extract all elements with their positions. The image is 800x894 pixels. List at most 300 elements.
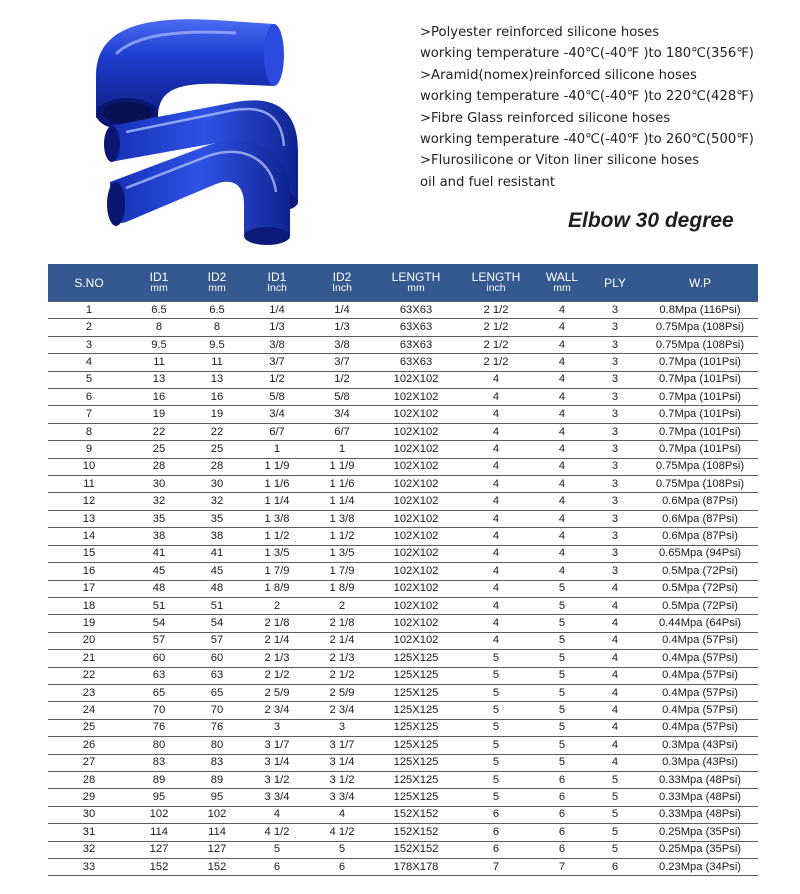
table-cell: 0.33Mpa (48Psi) [642,789,758,806]
table-cell: 6 [456,806,536,823]
table-cell: 4 [536,545,588,562]
table-cell: 60 [130,650,188,667]
table-cell: 3/7 [246,354,308,371]
spec-table [48,264,758,876]
table-cell: 20 [48,632,130,649]
table-cell: 28 [48,771,130,788]
table-cell: 6 [536,789,588,806]
table-cell: 83 [188,754,246,771]
table-cell: 125X125 [376,789,456,806]
table-cell: 35 [188,510,246,527]
table-cell: 0.7Mpa (101Psi) [642,441,758,458]
table-cell: 0.6Mpa (87Psi) [642,528,758,545]
table-cell: 2 1/2 [308,667,376,684]
table-row [48,789,758,806]
table-cell: 63X63 [376,302,456,319]
table-cell: 4 [456,441,536,458]
table-cell: 4 [536,336,588,353]
table-cell: 28 [130,458,188,475]
table-cell: 3/8 [308,336,376,353]
table-cell: 54 [130,615,188,632]
table-cell: 6 [536,806,588,823]
table-cell: 30 [188,476,246,493]
table-cell: 1 [48,302,130,319]
table-cell: 2 1/8 [246,615,308,632]
table-cell: 6 [48,389,130,406]
table-cell: 19 [48,615,130,632]
table-row [48,667,758,684]
table-cell: 12 [48,493,130,510]
table-row [48,650,758,667]
table-cell: 2 1/2 [456,319,536,336]
table-cell: 89 [188,771,246,788]
table-cell: 48 [130,580,188,597]
table-cell: 17 [48,580,130,597]
table-cell: 70 [188,702,246,719]
table-cell: 4 [246,806,308,823]
spec-line: working temperature -40℃(-40℉ )to 220℃(428℉) [420,89,754,105]
table-cell: 4 [456,476,536,493]
table-cell: 28 [188,458,246,475]
table-cell: 152X152 [376,824,456,841]
table-cell: 4 [456,580,536,597]
table-cell: 65 [130,684,188,701]
table-cell: 102 [188,806,246,823]
table-cell: 65 [188,684,246,701]
table-cell: 3 [588,545,642,562]
table-cell: 5 [536,719,588,736]
table-cell: 0.7Mpa (101Psi) [642,371,758,388]
table-cell: 102X102 [376,389,456,406]
table-cell: 13 [48,510,130,527]
table-cell: 4 [456,528,536,545]
table-cell: 5 [456,789,536,806]
table-row [48,545,758,562]
table-cell: 5 [456,719,536,736]
table-cell: 102X102 [376,423,456,440]
product-title: Elbow 30 degree [568,209,734,232]
table-row [48,806,758,823]
table-cell: 13 [188,371,246,388]
table-cell: 1 1/9 [308,458,376,475]
table-row [48,406,758,423]
table-cell: 25 [130,441,188,458]
table-cell: 3 3/4 [246,789,308,806]
column-header: S.NO [48,264,130,302]
table-cell: 2 5/9 [246,684,308,701]
table-cell: 4 [588,580,642,597]
table-cell: 102X102 [376,597,456,614]
table-cell: 4 [456,423,536,440]
table-cell: 95 [130,789,188,806]
table-cell: 4 [536,406,588,423]
table-cell: 0.7Mpa (101Psi) [642,389,758,406]
table-row [48,510,758,527]
table-cell: 5/8 [246,389,308,406]
spec-line: >Aramid(nomex)reinforced silicone hoses [420,67,697,83]
table-cell: 9 [48,441,130,458]
table-cell: 4 [536,389,588,406]
table-cell: 4 [536,302,588,319]
table-cell: 38 [188,528,246,545]
table-cell: 5 [588,789,642,806]
table-cell: 178X178 [376,859,456,876]
table-cell: 1 1/4 [308,493,376,510]
column-header: ID1 mm [130,264,188,302]
table-cell: 1 1/4 [246,493,308,510]
table-cell: 4 [536,458,588,475]
table-cell: 4 [588,684,642,701]
table-cell: 4 [588,650,642,667]
table-row [48,754,758,771]
table-cell: 3 [588,406,642,423]
table-cell: 11 [48,476,130,493]
table-cell: 5 [456,771,536,788]
table-cell: 125X125 [376,702,456,719]
table-cell: 95 [188,789,246,806]
table-cell: 25 [188,441,246,458]
table-cell: 3 1/4 [308,754,376,771]
table-cell: 30 [48,806,130,823]
table-cell: 5 [536,684,588,701]
table-cell: 45 [188,563,246,580]
table-cell: 102X102 [376,563,456,580]
table-cell: 6 [456,841,536,858]
table-cell: 6 [536,824,588,841]
table-cell: 19 [130,406,188,423]
table-cell: 5 [246,841,308,858]
table-cell: 22 [48,667,130,684]
table-cell: 5 [456,667,536,684]
table-cell: 4 [456,545,536,562]
table-cell: 57 [130,632,188,649]
table-cell: 4 [456,493,536,510]
table-cell: 3 [588,476,642,493]
table-cell: 3 [588,389,642,406]
table-cell: 4 [536,528,588,545]
table-cell: 102X102 [376,458,456,475]
table-cell: 1/2 [246,371,308,388]
table-cell: 4 [588,737,642,754]
table-cell: 1 1/2 [246,528,308,545]
table-row [48,354,758,371]
table-cell: 6.5 [188,302,246,319]
table-cell: 31 [48,824,130,841]
table-cell: 6 [456,824,536,841]
table-cell: 1 8/9 [308,580,376,597]
table-cell: 0.7Mpa (101Psi) [642,406,758,423]
table-cell: 5 [536,580,588,597]
table-cell: 1 3/8 [246,510,308,527]
table-cell: 2 1/2 [246,667,308,684]
table-cell: 1 1/6 [246,476,308,493]
table-cell: 6 [536,841,588,858]
table-cell: 4 [588,667,642,684]
table-cell: 1 1/2 [308,528,376,545]
table-cell: 13 [130,371,188,388]
table-cell: 8 [188,319,246,336]
table-cell: 4 [536,476,588,493]
table-row [48,493,758,510]
table-cell: 80 [130,737,188,754]
table-cell: 5 [588,806,642,823]
hose-elbow-image [86,6,346,256]
table-cell: 1 1/6 [308,476,376,493]
table-cell: 2 [48,319,130,336]
table-cell: 11 [188,354,246,371]
table-cell: 3 [588,441,642,458]
table-cell: 4 [536,493,588,510]
table-cell: 25 [48,719,130,736]
table-cell: 3 [588,510,642,527]
table-cell: 22 [130,423,188,440]
table-cell: 22 [188,423,246,440]
table-cell: 0.75Mpa (108Psi) [642,476,758,493]
table-cell: 3 [588,371,642,388]
table-cell: 4 [536,371,588,388]
table-cell: 0.23Mpa (34Psi) [642,859,758,876]
spec-line: >Polyester reinforced silicone hoses [420,25,660,40]
table-cell: 3 [588,302,642,319]
table-cell: 2 [308,597,376,614]
table-cell: 102X102 [376,632,456,649]
table-cell: 63X63 [376,336,456,353]
table-row [48,684,758,701]
table-header-row [48,264,758,302]
table-cell: 3/7 [308,354,376,371]
table-cell: 0.65Mpa (94Psi) [642,545,758,562]
column-header: ID2 mm [188,264,246,302]
table-cell: 114 [188,824,246,841]
table-cell: 0.33Mpa (48Psi) [642,806,758,823]
table-cell: 6/7 [308,423,376,440]
table-cell: 0.44Mpa (64Psi) [642,615,758,632]
table-row [48,615,758,632]
table-row [48,771,758,788]
table-row [48,597,758,614]
table-cell: 4 [456,632,536,649]
table-cell: 32 [188,493,246,510]
spec-line: >Fibre Glass reinforced silicone hoses [420,110,671,126]
table-cell: 2 5/9 [308,684,376,701]
table-cell: 0.75Mpa (108Psi) [642,458,758,475]
table-cell: 18 [48,597,130,614]
table-cell: 5 [588,824,642,841]
table-cell: 1/3 [308,319,376,336]
table-row [48,476,758,493]
table-cell: 0.5Mpa (72Psi) [642,597,758,614]
table-cell: 89 [130,771,188,788]
table-cell: 3 [588,458,642,475]
table-cell: 152 [130,859,188,876]
table-cell: 83 [130,754,188,771]
spec-notes [420,22,792,193]
table-cell: 114 [130,824,188,841]
table-cell: 26 [48,737,130,754]
table-cell: 2 3/4 [246,702,308,719]
table-cell: 127 [188,841,246,858]
table-cell: 41 [130,545,188,562]
table-cell: 3/8 [246,336,308,353]
table-cell: 63X63 [376,354,456,371]
table-cell: 1/4 [246,302,308,319]
column-header: ID1 Inch [246,264,308,302]
table-cell: 4 [456,510,536,527]
table-cell: 102X102 [376,580,456,597]
table-cell: 5 [456,650,536,667]
table-cell: 2 1/4 [308,632,376,649]
table-cell: 6 [246,859,308,876]
table-cell: 102X102 [376,510,456,527]
table-cell: 24 [48,702,130,719]
table-cell: 0.3Mpa (43Psi) [642,737,758,754]
table-cell: 8 [130,319,188,336]
table-cell: 3 [588,563,642,580]
table-cell: 4 [536,354,588,371]
table-cell: 4 [456,458,536,475]
table-cell: 32 [48,841,130,858]
table-cell: 2 3/4 [308,702,376,719]
table-cell: 3 [308,719,376,736]
table-cell: 2 1/2 [456,354,536,371]
table-cell: 125X125 [376,650,456,667]
table-cell: 5 [588,771,642,788]
table-cell: 1/3 [246,319,308,336]
table-row [48,319,758,336]
table-cell: 125X125 [376,719,456,736]
table-cell: 63 [188,667,246,684]
table-cell: 6 [588,859,642,876]
table-cell: 2 1/3 [246,650,308,667]
column-header: LENGTH inch [456,264,536,302]
table-cell: 102X102 [376,615,456,632]
table-cell: 3 [588,319,642,336]
table-cell: 3 1/7 [246,737,308,754]
table-row [48,841,758,858]
table-cell: 45 [130,563,188,580]
table-cell: 4 [456,389,536,406]
table-cell: 14 [48,528,130,545]
table-cell: 4 [588,754,642,771]
table-cell: 0.4Mpa (57Psi) [642,719,758,736]
table-cell: 5 [536,650,588,667]
table-cell: 30 [130,476,188,493]
table-cell: 9.5 [188,336,246,353]
table-cell: 1/2 [308,371,376,388]
table-cell: 3 1/4 [246,754,308,771]
table-cell: 152X152 [376,806,456,823]
table-cell: 0.5Mpa (72Psi) [642,563,758,580]
table-cell: 3 [588,528,642,545]
table-cell: 102X102 [376,406,456,423]
table-cell: 2 1/2 [456,302,536,319]
table-cell: 7 [536,859,588,876]
table-cell: 2 1/2 [456,336,536,353]
table-row [48,302,758,319]
table-cell: 102X102 [376,545,456,562]
spec-line: working temperature -40℃(-40℉ )to 180℃(356℉) [420,46,754,62]
table-cell: 63X63 [376,319,456,336]
table-cell: 5 [456,737,536,754]
table-row [48,528,758,545]
table-cell: 102 [130,806,188,823]
table-cell: 4 [588,597,642,614]
table-cell: 76 [188,719,246,736]
table-cell: 5 [536,615,588,632]
table-body [48,302,758,876]
table-cell: 0.4Mpa (57Psi) [642,684,758,701]
table-cell: 3 [588,336,642,353]
table-cell: 5 [536,597,588,614]
table-cell: 4 [456,597,536,614]
table-cell: 0.25Mpa (35Psi) [642,824,758,841]
table-cell: 15 [48,545,130,562]
table-row [48,702,758,719]
table-cell: 0.33Mpa (48Psi) [642,771,758,788]
table-cell: 8 [48,423,130,440]
table-row [48,632,758,649]
table-cell: 4 [588,702,642,719]
spec-line: working temperature -40℃(-40℉ )to 260℃(500℉) [420,132,754,148]
table-cell: 3 1/2 [246,771,308,788]
table-row [48,859,758,876]
table-cell: 16 [48,563,130,580]
table-cell: 23 [48,684,130,701]
table-cell: 6 [308,859,376,876]
table-cell: 4 [48,354,130,371]
table-cell: 3 [246,719,308,736]
table-cell: 0.7Mpa (101Psi) [642,423,758,440]
table-cell: 5 [536,737,588,754]
table-cell: 125X125 [376,667,456,684]
table-cell: 1 7/9 [246,563,308,580]
table-row [48,371,758,388]
table-cell: 4 [588,615,642,632]
table-cell: 16 [130,389,188,406]
table-row [48,580,758,597]
table-cell: 10 [48,458,130,475]
table-cell: 125X125 [376,771,456,788]
table-cell: 5 [536,667,588,684]
table-cell: 102X102 [376,371,456,388]
table-cell: 80 [188,737,246,754]
table-cell: 1 [308,441,376,458]
table-cell: 4 [456,563,536,580]
table-cell: 21 [48,650,130,667]
table-cell: 4 1/2 [308,824,376,841]
table-row [48,719,758,736]
table-cell: 125X125 [376,684,456,701]
table-cell: 152X152 [376,841,456,858]
table-cell: 0.75Mpa (108Psi) [642,336,758,353]
table-cell: 6/7 [246,423,308,440]
table-cell: 57 [188,632,246,649]
table-cell: 5 [456,702,536,719]
table-cell: 5 [456,684,536,701]
table-cell: 3 [48,336,130,353]
table-cell: 2 [246,597,308,614]
table-cell: 6 [536,771,588,788]
table-row [48,563,758,580]
table-row [48,737,758,754]
table-cell: 0.6Mpa (87Psi) [642,510,758,527]
table-cell: 5 [308,841,376,858]
table-cell: 125X125 [376,754,456,771]
table-row [48,336,758,353]
table-cell: 102X102 [376,493,456,510]
table-cell: 0.4Mpa (57Psi) [642,650,758,667]
table-cell: 5 [536,702,588,719]
